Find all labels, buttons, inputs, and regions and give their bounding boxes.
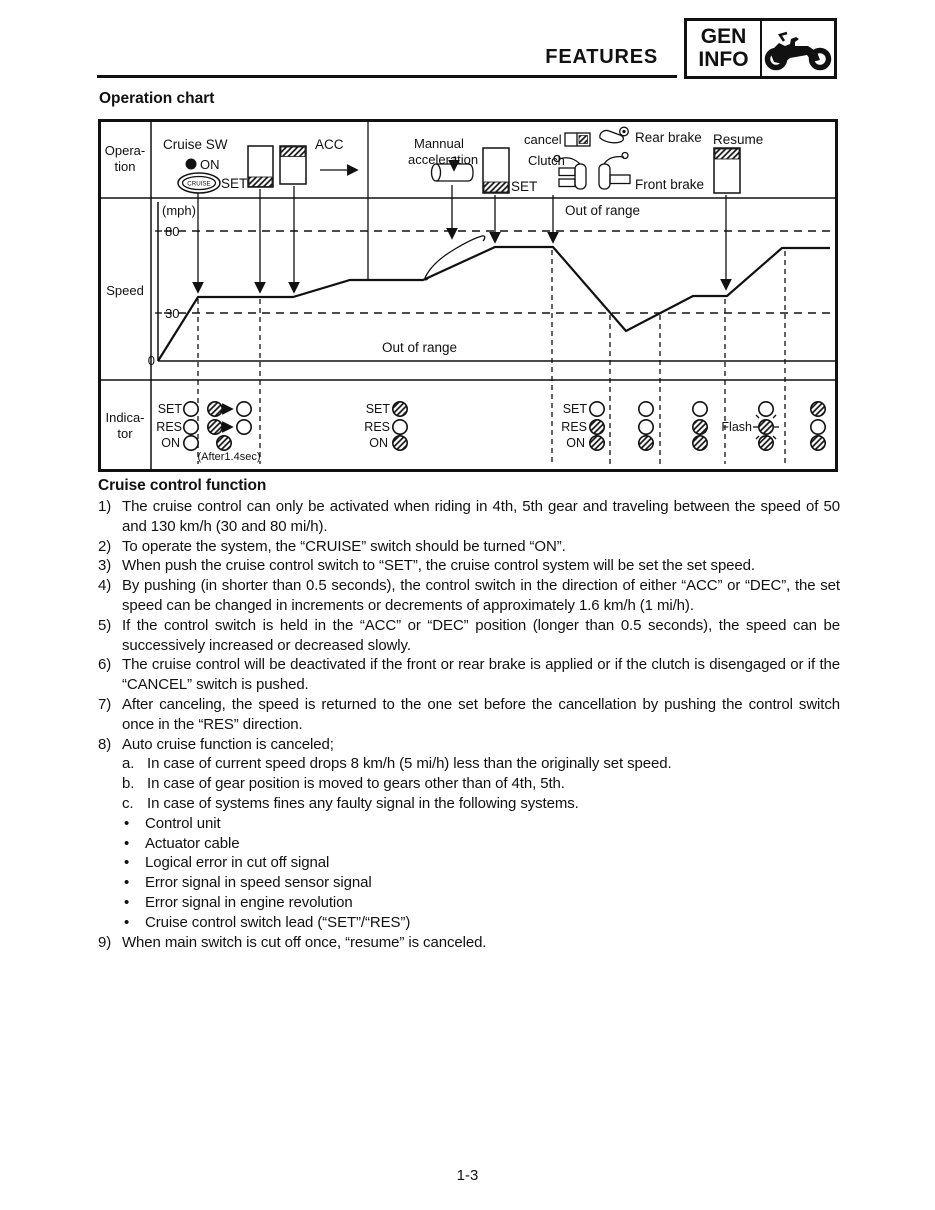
list-item (98, 616, 840, 656)
indicator-lamp (811, 420, 825, 434)
cruise-function-heading: Cruise control function (98, 477, 267, 494)
list-item (98, 655, 840, 695)
mph-unit-label: (mph) (162, 203, 196, 218)
clutch-lever-icon (554, 156, 586, 190)
indicator-lamp (208, 420, 222, 434)
list-item-marker: 2) (98, 537, 112, 555)
indicator-lamp (217, 436, 231, 450)
list-item (98, 556, 840, 576)
indicator-lamp (237, 402, 251, 416)
list-item-marker: 7) (98, 695, 112, 713)
event-arrows (198, 185, 726, 292)
list-item (98, 695, 840, 735)
indicator-lamp (639, 402, 653, 416)
indicator-lamp (184, 436, 198, 450)
list-item-text: When push the cruise control switch to “SET”, the cruise control system will be set the set speed. (122, 557, 755, 575)
front-brake-lever-icon (599, 153, 630, 190)
indicator-lamp (639, 436, 653, 450)
row-label-speed: Speed (106, 283, 144, 298)
list-item-text: The cruise control can only be activated when riding in 4th, 5th gear and traveling between the speed of 50 and 130 km/h (30 and 80 mi/h). (122, 498, 840, 535)
cruise-button-label: CRUISE (187, 180, 211, 188)
speed-curve (158, 247, 830, 361)
rear-brake-label: Rear brake (635, 130, 702, 145)
list-item-text: Error signal in engine revolution (145, 893, 353, 911)
list-item-marker: 9) (98, 933, 112, 951)
indicator-lamp (184, 402, 198, 416)
list-item (98, 497, 840, 537)
list-item (124, 834, 840, 854)
list-item-marker: • (124, 874, 130, 892)
list-item-text: Cruise control switch lead (“SET”/“RES”) (145, 913, 411, 931)
indicator-lamp (759, 402, 773, 416)
list-item-marker: 8) (98, 735, 112, 753)
list-item-marker: • (124, 854, 130, 872)
indicator-lamp (590, 436, 604, 450)
page-title: FEATURES (545, 46, 658, 68)
cruise-button-icon (178, 173, 220, 193)
manual-accel-label-2: acceleration (408, 152, 479, 167)
operation-row (163, 121, 763, 279)
cancel-label: cancel (524, 132, 562, 147)
indicator-lamp (811, 402, 825, 416)
list-item (98, 735, 840, 755)
set-switch-icon (248, 146, 273, 187)
list-item-text: Error signal in speed sensor signal (145, 874, 372, 892)
clutch-label: Clutch (528, 153, 565, 168)
chapter-tab-line2: INFO (698, 47, 749, 71)
indicator-lamp (693, 402, 707, 416)
indicator-on-label-d: ON (566, 436, 585, 450)
list-item-marker: 5) (98, 616, 112, 634)
motorcycle-icon (762, 21, 834, 76)
after-note: (After1.4sec) (197, 451, 261, 463)
cruise-sw-label: Cruise SW (163, 137, 228, 152)
out-of-range-high: Out of range (565, 203, 641, 218)
chapter-tab-line1: GEN (700, 25, 747, 49)
manual-accel-annotation (425, 236, 485, 280)
indicator-lamp (393, 420, 407, 434)
resume-switch-icon (714, 148, 740, 193)
rear-brake-pedal-icon (600, 127, 628, 143)
list-item-text: If the control switch is held in the “ACC” or “DEC” position (longer than 0.5 seconds), the speed can be successively increased or decreased slowly. (122, 616, 840, 654)
list-item (122, 794, 840, 814)
list-item-text: By pushing (in shorter than 0.5 seconds), the control switch in the direction of either “ACC” or “DEC”, the set speed can be changed in increments or decrements of approximately 1.6 km/h (1 mi/h). (122, 577, 840, 614)
list-item-marker: 6) (98, 656, 112, 674)
indicator-set-label-c: SET (365, 402, 390, 416)
indicator-set-label-a: SET (157, 402, 182, 416)
chapter-tab (684, 18, 837, 79)
list-item-marker: 4) (98, 577, 112, 595)
indicator-res-label-a: RES (156, 420, 182, 434)
list-item-text: Actuator cable (145, 834, 240, 852)
operation-chart-svg (98, 119, 838, 472)
row-label-indicator-2: tor (117, 426, 133, 441)
indicator-lamp (184, 420, 198, 434)
manual-accel-label-1: Mannual (414, 136, 464, 151)
list-item (124, 814, 840, 834)
indicator-on-label-c: ON (369, 436, 388, 450)
list-item-marker: 1) (98, 498, 112, 515)
list-item (122, 774, 840, 794)
list-item-marker: • (124, 893, 130, 911)
indicator-lamp (811, 436, 825, 450)
indicator-lamp (693, 420, 707, 434)
cancel-switch-icon (565, 133, 590, 146)
list-item (124, 893, 840, 913)
set2-label: SET (511, 179, 538, 194)
acc-label: ACC (315, 137, 344, 152)
list-item-marker: • (124, 814, 130, 832)
list-item (124, 853, 840, 873)
indicator-set-label-d: SET (562, 402, 587, 416)
list-item-text: In case of current speed drops 8 km/h (5 mi/h) less than the originally set speed. (147, 755, 672, 773)
row-label-indicator-1: Indica- (105, 410, 145, 425)
on-dot-icon (186, 159, 197, 170)
indicator-lamp (393, 436, 407, 450)
list-item-marker: • (124, 913, 130, 931)
list-item (122, 754, 840, 774)
set1-label: SET (221, 176, 248, 191)
list-item-marker: a. (122, 755, 135, 773)
list-item-text: The cruise control will be deactivated if the front or rear brake is applied or if the clutch is disengaged or if the “CANCEL” switch is pushed. (122, 656, 840, 694)
list-item-text: Auto cruise function is canceled; (122, 735, 334, 753)
indicator-lamp (393, 402, 407, 416)
indicator-res-label-d: RES (561, 420, 587, 434)
cruise-function-list (98, 497, 840, 952)
page-number: 1-3 (456, 1167, 479, 1184)
indicator-lamp (590, 402, 604, 416)
section-title: Operation chart (99, 90, 215, 107)
list-item-text: Logical error in cut off signal (145, 854, 330, 872)
tick-0: 0 (147, 353, 155, 368)
indicator-lamp (639, 420, 653, 434)
list-item-marker: b. (122, 775, 135, 793)
list-item (124, 913, 840, 933)
out-of-range-low: Out of range (382, 340, 458, 355)
list-item (98, 933, 840, 953)
list-item-text: In case of gear position is moved to gears other than of 4th, 5th. (147, 775, 565, 793)
indicator-lamp-flashing (759, 420, 773, 434)
cruise-function-section (98, 476, 840, 952)
indicator-lamp (237, 420, 251, 434)
list-item (98, 576, 840, 616)
on-label: ON (200, 157, 220, 172)
resume-label: Resume (713, 132, 764, 147)
row-label-operation-1: Opera- (104, 143, 146, 158)
list-item-text: Control unit (145, 814, 221, 832)
tick-80: 80 (165, 224, 180, 239)
list-item-text: After canceling, the speed is returned to the one set before the cancellation by pushing the control switch once in the “RES” direction. (122, 695, 840, 733)
header-rule (97, 75, 677, 78)
indicator-lamp (759, 436, 773, 450)
list-item-text: To operate the system, the “CRUISE” switch should be turned “ON”. (122, 537, 566, 555)
list-item-marker: c. (122, 794, 134, 812)
operation-chart (98, 119, 838, 477)
indicator-res-label-c: RES (364, 420, 390, 434)
tick-30: 30 (165, 306, 180, 321)
indicator-lamp (693, 436, 707, 450)
flash-label: Flash (721, 420, 752, 434)
list-item-marker: 3) (98, 557, 112, 575)
list-item-marker: • (124, 834, 130, 852)
row-label-operation-2: tion (114, 159, 136, 174)
list-item-text: In case of systems fines any faulty signal in the following systems. (147, 794, 579, 812)
acc-switch-icon (280, 146, 306, 184)
list-item-text: When main switch is cut off once, “resume” is canceled. (122, 933, 487, 951)
chapter-tab-label (687, 21, 762, 76)
indicator-lamp (590, 420, 604, 434)
list-item (124, 873, 840, 893)
indicator-lamp (208, 402, 222, 416)
indicator-on-label-a: ON (161, 436, 180, 450)
list-item (98, 537, 840, 557)
set2-switch-icon (483, 148, 509, 193)
front-brake-label: Front brake (635, 177, 705, 192)
